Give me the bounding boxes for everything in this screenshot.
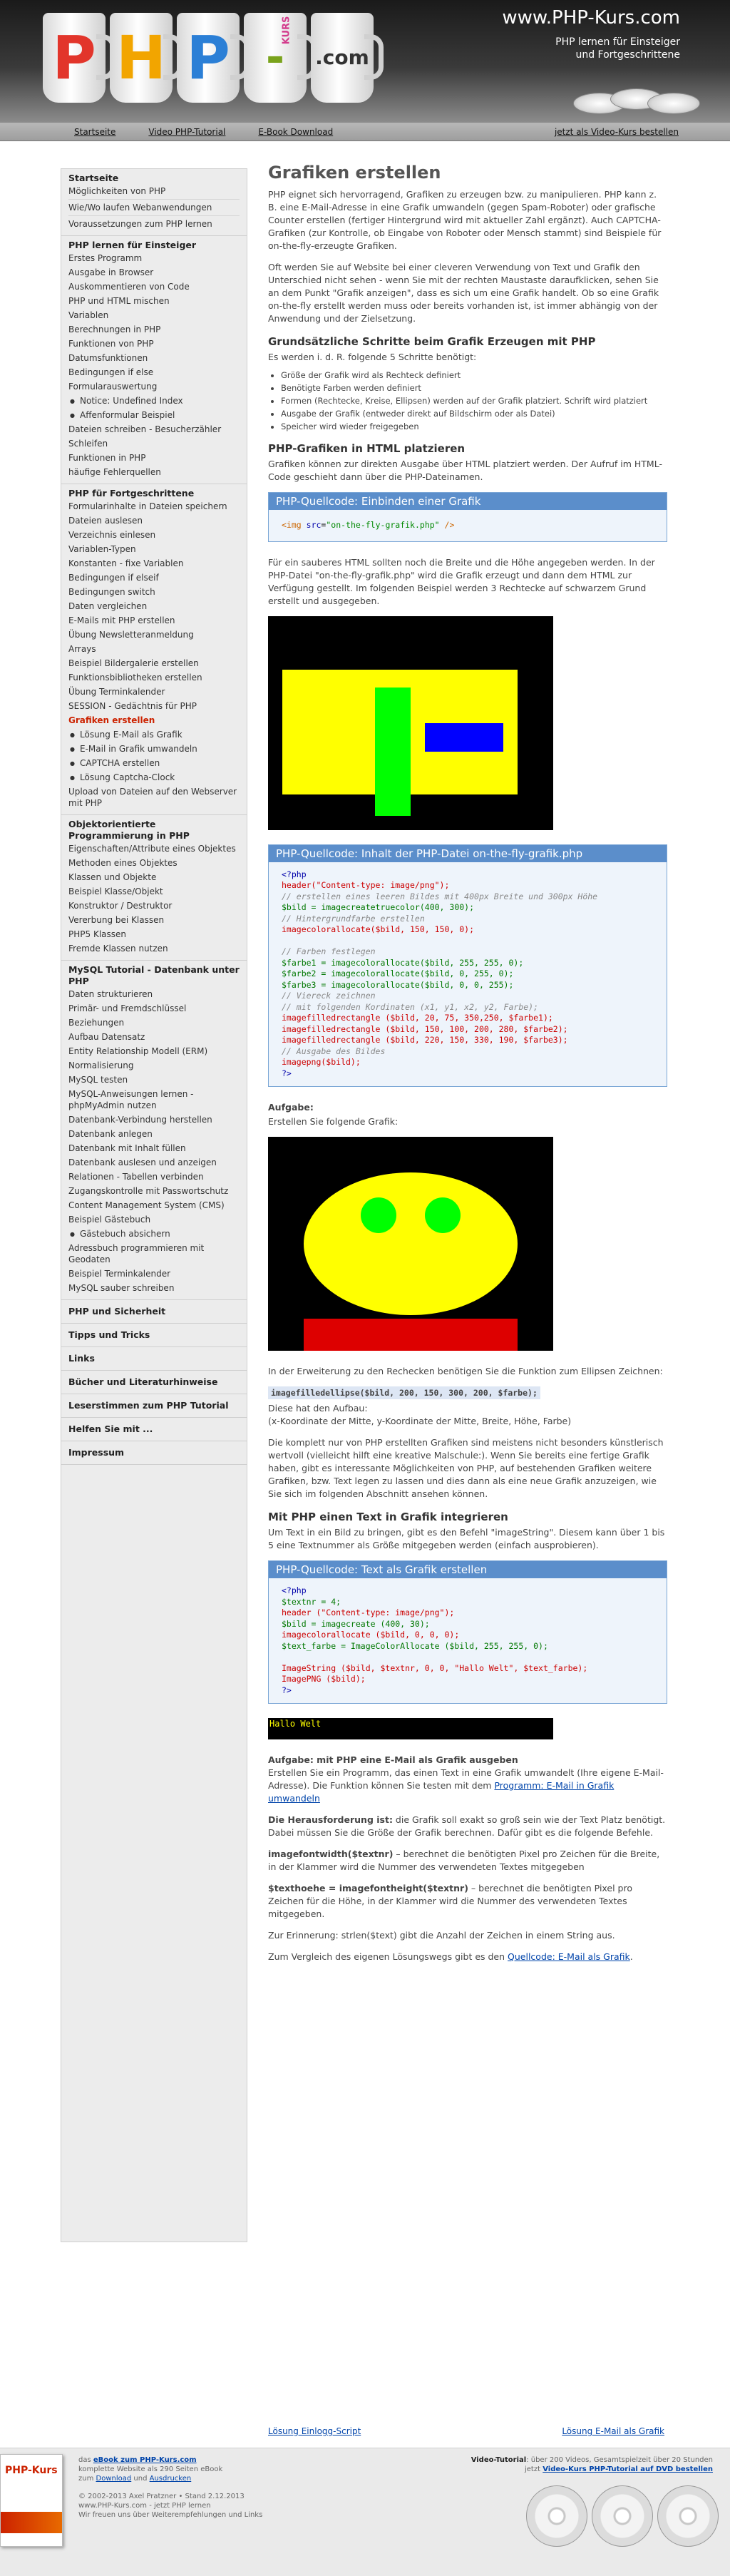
code-line: imagecolorallocate ($bild, 0, 0, 0);: [282, 1630, 460, 1640]
logo-mugs: [43, 13, 378, 120]
sidebar-subitem[interactable]: ● Gästebuch absichern: [68, 1227, 240, 1241]
sidebar-subitem[interactable]: ● CAPTCHA erstellen: [68, 756, 240, 770]
dvd-discs-image: [573, 87, 701, 116]
disc-image: [647, 93, 700, 114]
sidebar-item[interactable]: Funktionsbibliotheken erstellen: [68, 673, 202, 683]
sidebar-item[interactable]: Funktionen von PHP: [68, 339, 154, 349]
aufgabe-label: Aufgabe:: [268, 1102, 314, 1113]
text-span: : über 200 Videos, Gesamtspielzeit über 20 Stunden: [526, 2456, 713, 2464]
paragraph: Die komplett nur von PHP erstellten Grafiken sind meistens nicht besonders künstlerisch wertvoll (vielleicht hilft eine kreative Malschule:). Wenn Sie bereits eine fertige Grafik haben, gibt es interessante Möglichkeiten von PHP, auf bestehenden Grafiken weitere Grafiken, bzw. Text legen zu lassen und dies dann als eine neue Grafik anzuzeigen, wie Sie sich im folgenden Abschnitt ansehen können.: [268, 1437, 664, 1499]
sidebar-head[interactable]: MySQL Tutorial - Datenbank unter PHP: [68, 964, 240, 986]
footer-thanks: Wir freuen uns über Weiterempfehlungen und Links: [78, 2511, 263, 2519]
sidebar-item[interactable]: MySQL-Anweisungen lernen - phpMyAdmin nutzen: [68, 1089, 194, 1110]
section-heading: PHP-Grafiken in HTML platzieren: [268, 442, 466, 455]
sidebar-subitem[interactable]: ● E-Mail in Grafik umwandeln: [68, 742, 240, 756]
code-line: ?>: [282, 1068, 292, 1078]
sidebar-item[interactable]: Datumsfunktionen: [68, 353, 148, 363]
paragraph: Diese hat den Aufbau:: [268, 1403, 368, 1414]
sidebar-item[interactable]: Beispiel Klasse/Objekt: [68, 886, 163, 896]
code-block: [269, 862, 667, 1087]
sidebar-subitem[interactable]: ● Lösung Captcha-Clock: [68, 770, 240, 784]
text-span: jetzt: [525, 2465, 543, 2473]
sidebar-subitem[interactable]: ● Affenformular Beispiel: [68, 408, 240, 422]
logo-mug-com: .com: [311, 13, 374, 103]
section-heading: Mit PHP einen Text in Grafik integrieren: [268, 1511, 508, 1523]
sidebar-section-helfen[interactable]: Helfen Sie mit ...: [61, 1418, 247, 1441]
logo-mug-p2: P: [177, 13, 240, 103]
quellcode-link[interactable]: Quellcode: E-Mail als Grafik: [508, 1951, 630, 1962]
sidebar-item[interactable]: Primär- und Fremdschlüssel: [68, 1003, 187, 1013]
sidebar-head[interactable]: PHP lernen für Einsteiger: [68, 240, 197, 250]
sidebar-item[interactable]: Relationen - Tabellen verbinden: [68, 1172, 204, 1182]
text-span: – berechnet die benötigten Pixel pro Zeichen für die Breite, in der Klammer wird die Nummer des verwendeten Textes mitgegeben: [268, 1849, 660, 1872]
sidebar-section-tipps[interactable]: Tipps und Tricks: [61, 1324, 247, 1347]
sidebar-item[interactable]: Beispiel Bildergalerie erstellen: [68, 658, 199, 668]
sidebar-item[interactable]: Arrays: [68, 644, 96, 654]
sidebar-item[interactable]: E-Mails mit PHP erstellen: [68, 615, 175, 625]
sidebar-item[interactable]: Variablen: [68, 310, 109, 320]
sidebar-item[interactable]: MySQL sauber schreiben: [68, 1283, 175, 1293]
footer-line: [406, 2455, 713, 2465]
inline-code: imagefilledellipse($bild, 200, 150, 300, 200, $farbe);: [268, 1386, 540, 1399]
ebook-cover-image[interactable]: [0, 2454, 63, 2547]
code-box-einbinden: [268, 492, 667, 542]
intro-paragraph: PHP eignet sich hervorragend, Grafiken zu erzeugen bzw. zu manipulieren. PHP kann z. B. eine E-Mail-Adresse in eine Grafik umwandeln (gegen Spam-Roboter) oder grafische Counter erstellen (fertiger Hintergrund wird mit aktueller Zahl ergänzt). Auch CAPTCHA-Grafiken (zur Kontrolle, ob Eingabe von Roboter oder Mensch stammt) sind Beispiele für on-the-fly-erzeugte Grafiken.: [268, 189, 662, 251]
sidebar-head[interactable]: Startseite: [68, 173, 119, 183]
sidebar-head[interactable]: Objektorientierte Programmierung in PHP: [68, 819, 190, 841]
yellow-ellipse: [304, 1172, 518, 1315]
sidebar-item[interactable]: Verzeichnis einlesen: [68, 530, 156, 540]
paragraph: Erstellen Sie folgende Grafik:: [268, 1116, 399, 1127]
sidebar-item[interactable]: Beispiel Terminkalender: [68, 1269, 171, 1279]
footer-video-info: [406, 2455, 713, 2474]
bold-text: imagefontwidth($textnr): [268, 1849, 394, 1859]
sidebar-item[interactable]: Voraussetzungen zum PHP lernen: [68, 219, 212, 229]
code-line: imagefilledrectangle ($bild, 20, 75, 350,250, $farbe1);: [282, 1013, 553, 1023]
sidebar-item[interactable]: Bedingungen switch: [68, 587, 155, 597]
hallo-welt-text: Hallo Welt: [269, 1719, 322, 1729]
footer-line: [406, 2465, 713, 2474]
page-navigation: [268, 2426, 664, 2440]
text-span: – berechnet die benötigten Pixel pro Zeichen für die Höhe, in der Klammer wird die Nummer des verwendeten Textes mitgegeben.: [268, 1883, 633, 1919]
next-page-link[interactable]: Lösung E-Mail als Grafik: [562, 2426, 664, 2436]
code-line: $textnr = 4;: [282, 1596, 341, 1607]
green-eye-right: [425, 1197, 461, 1233]
code-line: // erstellen eines leeren Bildes mit 400px Breite und 300px Höhe: [282, 891, 598, 901]
code-box-text-grafik: [268, 1560, 667, 1704]
code-line: ?>: [282, 1685, 292, 1695]
sidebar-item[interactable]: Methoden eines Objektes: [68, 858, 178, 868]
sidebar-item[interactable]: Aufbau Datensatz: [68, 1032, 145, 1042]
sidebar: [61, 168, 247, 2242]
paragraph: Grafiken können zur direkten Ausgabe über HTML platziert werden. Der Aufruf im HTML-Code geschieht dann über die PHP-Dateinamen.: [268, 459, 662, 482]
site-subtitle-line2: und Fortgeschrittene: [575, 49, 680, 61]
print-link[interactable]: Ausdrucken: [149, 2475, 192, 2483]
list-item: • Ausgabe der Grafik (entweder direkt auf Bildschirm oder als Datei): [281, 408, 667, 419]
logo-mug-kurs: KURS: [281, 16, 292, 45]
sidebar-section-sicherheit[interactable]: PHP und Sicherheit: [61, 1300, 247, 1324]
sidebar-item[interactable]: Wie/Wo laufen Webanwendungen: [68, 203, 212, 213]
sidebar-item[interactable]: Content Management System (CMS): [68, 1200, 225, 1210]
main-content: [268, 163, 667, 1972]
download-link[interactable]: Download: [96, 2475, 132, 2483]
video-dvd-link[interactable]: Video-Kurs PHP-Tutorial auf DVD bestellen: [543, 2465, 713, 2473]
sidebar-item[interactable]: Datenbank mit Inhalt füllen: [68, 1143, 186, 1153]
divider: [68, 215, 240, 216]
sidebar-item[interactable]: PHP und HTML mischen: [68, 296, 170, 306]
sidebar-subitem[interactable]: ● Notice: Undefined Index: [68, 394, 240, 408]
main-container: [0, 141, 730, 2411]
page-title: Grafiken erstellen: [268, 163, 441, 183]
sidebar-section-impressum[interactable]: Impressum: [61, 1441, 247, 1465]
divider: [68, 199, 240, 200]
paragraph: [268, 1882, 667, 1921]
paragraph: Um Text in ein Bild zu bringen, gibt es den Befehl "imageString". Diesem kann über 1 bis 5 eine Textnummer als Größe mitgegeben werden (einfach ausprobieren).: [268, 1527, 665, 1550]
sidebar-item[interactable]: Funktionen in PHP: [68, 453, 146, 463]
ebook-cover-title: PHP-Kurs: [5, 2465, 58, 2476]
code-box-title: PHP-Quellcode: Einbinden einer Grafik: [269, 493, 667, 510]
sidebar-section-mysql: [61, 961, 247, 1300]
sidebar-item[interactable]: Beispiel Gästebuch: [68, 1215, 151, 1225]
sidebar-item[interactable]: Schleifen: [68, 439, 108, 449]
sidebar-item[interactable]: Dateien auslesen: [68, 516, 143, 526]
code-line: imagecolorallocate($bild, 150, 150, 0);: [282, 924, 475, 934]
code-line: // Farben festlegen: [282, 946, 376, 956]
text-span: zum: [78, 2475, 96, 2483]
sidebar-item[interactable]: PHP5 Klassen: [68, 929, 126, 939]
code-line: // Viereck zeichnen: [282, 991, 376, 1001]
paragraph: [268, 1848, 667, 1874]
copyright: © 2002-2013 Axel Pratzner • Stand 2.12.2013: [78, 2493, 245, 2500]
sidebar-section-fortgeschrittene: [61, 484, 247, 815]
site-title[interactable]: www.PHP-Kurs.com: [502, 7, 680, 29]
sidebar-item[interactable]: Formularauswertung: [68, 382, 158, 392]
sidebar-item[interactable]: Berechnungen in PHP: [68, 324, 161, 334]
code-line: // mit folgenden Kordinaten (x1, y1, x2, y2, Farbe);: [282, 1001, 539, 1012]
text-span: und: [131, 2475, 150, 2483]
section-heading: Grundsätzliche Schritte beim Grafik Erzeugen mit PHP: [268, 335, 596, 348]
code-block: [269, 1578, 667, 1703]
code-line: $farbe3 = imagecolorallocate($bild, 0, 0, 255);: [282, 979, 514, 990]
code-line: $farbe1 = imagecolorallocate($bild, 255, 255, 0);: [282, 957, 524, 968]
red-rectangle: [304, 1319, 518, 1351]
logo-mug-dash: [244, 13, 307, 103]
sidebar-section-leserstimmen[interactable]: Leserstimmen zum PHP Tutorial: [61, 1394, 247, 1418]
code-line: $farbe2 = imagecolorallocate($bild, 0, 255, 0);: [282, 968, 514, 978]
sidebar-item[interactable]: Beziehungen: [68, 1018, 125, 1028]
green-rectangle: [375, 688, 411, 816]
sidebar-item[interactable]: SESSION - Gedächtnis für PHP: [68, 701, 197, 711]
text-span: die Grafik soll exakt so groß sein wie der Text Platz benötigt. Dabei müssen Sie die Größe der Grafik berechnen. Dafür gibt es die folgende Befehle.: [268, 1814, 666, 1838]
code-line: imagefilledrectangle ($bild, 150, 100, 200, 280, $farbe2);: [282, 1023, 568, 1034]
text-span: Zum Vergleich des eigenen Lösungswegs gibt es den: [268, 1951, 508, 1962]
sidebar-item[interactable]: Konstruktor / Destruktor: [68, 901, 173, 911]
sidebar-item[interactable]: Upload von Dateien auf den Webserver mit PHP: [68, 787, 237, 808]
paragraph: Für ein sauberes HTML sollten noch die Breite und die Höhe angegeben werden. In der PHP-Datei "on-the-fly-grafik.php" wird die Grafik erzeugt und dann dem HTML zur Verfügung gestellt. Im folgenden Beispiel werden 3 Rechtecke auf schwarzem Grund erstellt und ausgegeben.: [268, 556, 655, 606]
sidebar-item[interactable]: Vererbung bei Klassen: [68, 915, 165, 925]
code-line: header ("Content-type: image/png");: [282, 1608, 455, 1617]
site-subtitle-line1: PHP lernen für Einsteiger: [555, 36, 680, 48]
prev-page-link[interactable]: Lösung Einlogg-Script: [268, 2426, 361, 2436]
list-item: • Größe der Grafik wird als Rechteck definiert: [281, 369, 667, 381]
paragraph: [268, 1814, 667, 1839]
ebook-link[interactable]: eBook zum PHP-Kurs.com: [93, 2456, 197, 2464]
topnav-startseite[interactable]: Startseite: [74, 126, 116, 137]
sidebar-section-oop: [61, 815, 247, 961]
list-item: • Benötigte Farben werden definiert: [281, 382, 667, 394]
aufgabe2-heading: Aufgabe: mit PHP eine E-Mail als Grafik ausgeben: [268, 1754, 518, 1765]
code-line: // Ausgabe des Bildes: [282, 1046, 386, 1056]
site-footer: [0, 2448, 730, 2576]
logo-mug-dash-text: -: [265, 31, 285, 84]
footer-line: [78, 2474, 264, 2483]
steps-list: [281, 369, 667, 432]
sidebar-item[interactable]: Fremde Klassen nutzen: [68, 944, 168, 954]
dvd-image[interactable]: [657, 2485, 719, 2547]
paragraph: (x-Koordinate der Mitte, y-Koordinate der Mitte, Breite, Höhe, Farbe): [268, 1416, 572, 1426]
site-subtitle: [555, 36, 680, 61]
sidebar-item[interactable]: Auskommentieren von Code: [68, 282, 190, 292]
paragraph: Es werden i. d. R. folgende 5 Schritte benötigt:: [268, 352, 477, 362]
sidebar-item[interactable]: Übung Newsletteranmeldung: [68, 630, 194, 640]
code-line: ImageString ($bild, $textnr, 0, 0, "Hallo Welt", $text_farbe);: [282, 1662, 588, 1673]
code-line: $bild = imagecreatetruecolor(400, 300);: [282, 902, 475, 912]
sidebar-item[interactable]: häufige Fehlerquellen: [68, 467, 161, 477]
logo-mug-h: H: [110, 13, 173, 103]
email-grafik-link[interactable]: Programm: E-Mail in Grafik umwandeln: [268, 1780, 615, 1804]
footer-ebook-info: [78, 2455, 264, 2520]
code-token: "on-the-fly-grafik.php": [326, 520, 440, 530]
sidebar-item[interactable]: MySQL testen: [68, 1075, 128, 1085]
bold-text: Die Herausforderung ist:: [268, 1814, 393, 1825]
code-line: ImagePNG ($bild);: [282, 1674, 366, 1684]
ebook-cover-stripe: [1, 2512, 62, 2533]
sidebar-item[interactable]: Konstanten - fixe Variablen: [68, 558, 184, 568]
sidebar-head[interactable]: PHP für Fortgeschrittene: [68, 488, 195, 499]
code-box-on-the-fly: [268, 844, 667, 1088]
sidebar-item[interactable]: Variablen-Typen: [68, 544, 136, 554]
sidebar-subitem[interactable]: ● Lösung E-Mail als Grafik: [68, 727, 240, 742]
logo-mug-p1: P: [43, 13, 106, 103]
sidebar-item[interactable]: Entity Relationship Modell (ERM): [68, 1046, 208, 1056]
sidebar-item-active[interactable]: Grafiken erstellen: [68, 715, 155, 725]
sidebar-item[interactable]: Bedingungen if else: [68, 367, 154, 377]
sidebar-item[interactable]: Übung Terminkalender: [68, 687, 165, 697]
sidebar-item[interactable]: Möglichkeiten von PHP: [68, 186, 166, 196]
top-navigation: [0, 123, 730, 141]
footer-line: komplette Website als 290 Seiten eBook: [78, 2465, 223, 2473]
sidebar-item[interactable]: Datenbank anlegen: [68, 1129, 153, 1139]
sidebar-section-buecher[interactable]: Bücher und Literaturhinweise: [61, 1371, 247, 1394]
code-line: imagepng($bild);: [282, 1057, 361, 1067]
sidebar-item[interactable]: Zugangskontrolle mit Passwortschutz: [68, 1186, 229, 1196]
blue-rectangle: [425, 723, 503, 752]
sidebar-item[interactable]: Ausgabe in Browser: [68, 267, 154, 277]
text-span: Erstellen Sie ein Programm, das einen Text in eine Grafik umwandelt (Ihre eigene E-Mail-Adresse). Die Funktion können Sie testen mit dem: [268, 1767, 664, 1791]
code-token: <img: [282, 520, 302, 530]
sidebar-item[interactable]: Daten strukturieren: [68, 989, 153, 999]
sidebar-item[interactable]: Eigenschaften/Attribute eines Objektes: [68, 844, 236, 854]
paragraph: [268, 1767, 667, 1805]
sidebar-item[interactable]: Datenbank auslesen und anzeigen: [68, 1157, 217, 1167]
code-box-title: PHP-Quellcode: Inhalt der PHP-Datei on-the-fly-grafik.php: [269, 845, 667, 862]
code-token: />: [444, 520, 455, 530]
code-line: <?php: [282, 869, 307, 879]
face-demo-image: [268, 1137, 553, 1351]
text-span: das: [78, 2456, 93, 2464]
rectangles-demo-image: [268, 616, 553, 830]
topnav-ebook-download[interactable]: E-Book Download: [258, 126, 334, 137]
bold-text: Video-Tutorial: [471, 2456, 527, 2464]
sidebar-section-start: [61, 169, 247, 236]
list-item: • Formen (Rechtecke, Kreise, Ellipsen) werden auf der Grafik platziert. Schrift wird platziert: [281, 395, 667, 407]
list-item: • Speicher wird wieder freigegeben: [281, 421, 667, 432]
sidebar-item[interactable]: Erstes Programm: [68, 253, 143, 263]
sidebar-item[interactable]: Daten vergleichen: [68, 601, 148, 611]
sidebar-section-einsteiger: [61, 236, 247, 484]
sidebar-item[interactable]: Klassen und Objekte: [68, 872, 157, 882]
sidebar-section-links[interactable]: Links: [61, 1347, 247, 1371]
paragraph: Oft werden Sie auf Website bei einer cleveren Verwendung von Text und Grafik den Unterschied nicht sehen - wenn Sie mit der rechten Maustaste daraufklicken, sehen Sie an dem Punkt "Grafik anzeigen", dass es sich um eine Grafik handelt. Ob so eine Grafik on-the-fly erstellt werden muss oder bereits vorhanden ist, ist immer abhängig von der Anwendung und der Zielsetzung.: [268, 262, 659, 324]
text-span: .: [629, 1951, 633, 1962]
site-header: [0, 0, 730, 123]
sidebar-item[interactable]: Bedingungen if elseif: [68, 573, 159, 583]
topnav-video-tutorial[interactable]: Video PHP-Tutorial: [148, 126, 226, 137]
code-token: src: [306, 520, 322, 530]
paragraph: [268, 1951, 667, 1963]
code-line: header("Content-type: image/png");: [282, 880, 450, 890]
code-block: <img src="on-the-fly-grafik.php" />: [282, 520, 455, 530]
sidebar-item[interactable]: Formularinhalte in Dateien speichern: [68, 501, 227, 511]
code-line: // Hintergrundfarbe erstellen: [282, 913, 425, 924]
code-box-title: PHP-Quellcode: Text als Grafik erstellen: [269, 1561, 667, 1578]
footer-line: [78, 2455, 264, 2465]
dvd-image[interactable]: [592, 2485, 653, 2547]
sidebar-item[interactable]: Adressbuch programmieren mit Geodaten: [68, 1243, 205, 1264]
footer-site-line: www.PHP-Kurs.com - jetzt PHP lernen: [78, 2502, 211, 2510]
dvd-image[interactable]: [526, 2485, 587, 2547]
sidebar-item[interactable]: Normalisierung: [68, 1060, 134, 1070]
code-line: $text_farbe = ImageColorAllocate ($bild, 255, 255, 0);: [282, 1640, 548, 1651]
code-line: imagefilledrectangle ($bild, 220, 150, 330, 190, $farbe3);: [282, 1035, 568, 1045]
sidebar-item[interactable]: Datenbank-Verbindung herstellen: [68, 1115, 212, 1125]
hallo-welt-image: [268, 1718, 553, 1739]
green-eye-left: [361, 1197, 396, 1233]
code-line: <?php: [282, 1585, 307, 1595]
bold-text: $texthoehe = imagefontheight($textnr): [268, 1883, 468, 1893]
topnav-video-bestellen[interactable]: jetzt als Video-Kurs bestellen: [554, 126, 679, 137]
paragraph: Zur Erinnerung: strlen($text) gibt die Anzahl der Zeichen in einem String aus.: [268, 1930, 615, 1941]
code-inline-paragraph: [268, 1386, 667, 1399]
sidebar-item[interactable]: Dateien schreiben - Besucherzähler: [68, 424, 222, 434]
paragraph: In der Erweiterung zu den Rechecken benötigen Sie die Funktion zum Ellipsen Zeichnen:: [268, 1366, 663, 1376]
code-line: $bild = imagecreate (400, 30);: [282, 1618, 430, 1629]
